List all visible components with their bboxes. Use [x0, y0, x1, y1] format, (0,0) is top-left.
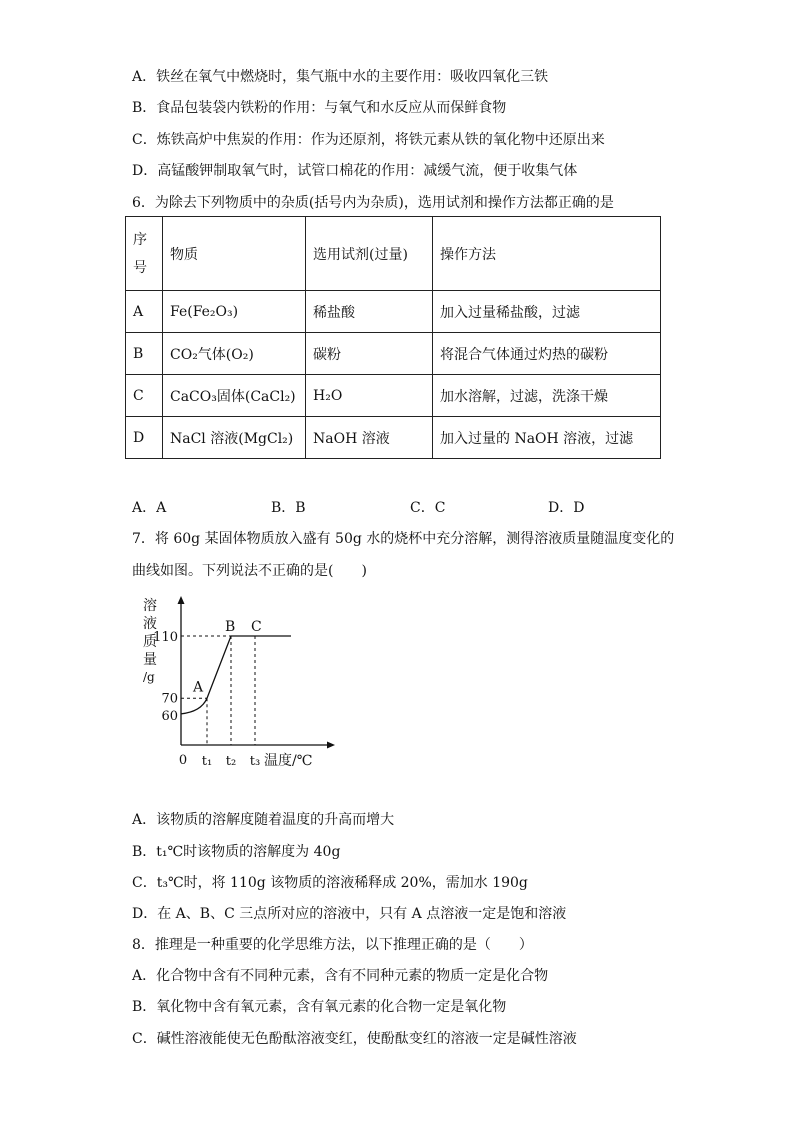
q6-option-a: A．A [132, 500, 167, 516]
q7-stem-line1: 7．将 60g 某固体物质放入盛有 50g 水的烧杯中充分溶解，测得溶液质量随温度变化的 [132, 531, 675, 547]
point-label-c: C [251, 619, 262, 635]
q5-option-c: C．炼铁高炉中焦炭的作用：作为还原剂，将铁元素从铁的氧化物中还原出来 [132, 132, 605, 148]
q7-option-b: B．t₁℃时该物质的溶解度为 40g [132, 844, 341, 860]
ylabel-char: /g [143, 670, 155, 684]
solution-mass-curve [181, 636, 291, 714]
q5-option-d: D．高锰酸钾制取氧气时，试管口棉花的作用：减缓气流，便于收集气体 [132, 163, 578, 179]
origin-label: 0 [178, 753, 188, 768]
q6-stem: 6．为除去下列物质中的杂质(括号内为杂质)，选用试剂和操作方法都正确的是 [132, 195, 614, 211]
table-row [126, 417, 661, 459]
point-label-b: B [225, 619, 236, 635]
x-axis-arrow [327, 742, 335, 749]
table-header-row [126, 217, 661, 291]
q8-option-c: C．碱性溶液能使无色酚酞溶液变红，使酚酞变红的溶液一定是碱性溶液 [132, 1031, 577, 1047]
xtick-label: t₃ [249, 754, 261, 769]
row-id: B [126, 333, 163, 375]
q6-option-b: B．B [271, 500, 306, 516]
q7-stem-line2: 曲线如图。下列说法不正确的是( ) [132, 563, 367, 579]
q8-stem: 8．推理是一种重要的化学思维方法，以下推理正确的是（ ） [132, 937, 533, 953]
q5-option-a: A．铁丝在氧气中燃烧时，集气瓶中水的主要作用：吸收四氧化三铁 [132, 69, 549, 85]
header-index [126, 217, 163, 291]
q5-option-b: B．食品包装袋内铁粉的作用：与氧气和水反应从而保鲜食物 [132, 100, 507, 116]
table-row [126, 375, 661, 417]
row-reagent: NaOH 溶液 [306, 417, 433, 459]
q6-table [125, 216, 661, 459]
ytick-label: 70 [161, 691, 178, 707]
ytick-label: 60 [161, 708, 178, 724]
xtick-label: t₂ [225, 754, 237, 769]
table-row [126, 333, 661, 375]
header-substance: 物质 [163, 217, 306, 291]
row-substance: NaCl 溶液(MgCl₂) [163, 417, 306, 459]
point-label-a: A [193, 679, 204, 696]
q7-option-d: D．在 A、B、C 三点所对应的溶液中，只有 A 点溶液一定是饱和溶液 [132, 906, 567, 922]
y-axis-arrow [178, 596, 185, 604]
ylabel-char: 液 [143, 616, 157, 632]
ytick-label: 110 [153, 630, 178, 645]
row-reagent: 碳粉 [306, 333, 433, 375]
q8-option-b: B．氧化物中含有氧元素，含有氧元素的化合物一定是氧化物 [132, 999, 507, 1015]
row-method: 加入过量稀盐酸，过滤 [433, 291, 661, 333]
q8-option-a: A．化合物中含有不同种元素，含有不同种元素的物质一定是化合物 [132, 968, 549, 984]
row-id: A [126, 291, 163, 333]
row-method: 将混合气体通过灼热的碳粉 [433, 333, 661, 375]
q7-option-a: A．该物质的溶解度随着温度的升高而增大 [132, 812, 395, 828]
header-reagent: 选用试剂(过量) [306, 217, 433, 291]
ylabel-char: 溶 [143, 598, 157, 614]
row-substance: CaCO₃固体(CaCl₂) [163, 375, 306, 417]
ylabel-char: 量 [143, 652, 157, 668]
row-reagent: H₂O [306, 375, 433, 417]
row-reagent: 稀盐酸 [306, 291, 433, 333]
row-id: D [126, 417, 163, 459]
xtick-label: t₁ [201, 754, 213, 769]
xaxis-label: 温度/℃ [264, 753, 313, 769]
row-id: C [126, 375, 163, 417]
ylabel-char: 质 [143, 634, 157, 650]
header-method: 操作方法 [433, 217, 661, 291]
row-substance: Fe(Fe₂O₃) [163, 291, 306, 333]
solution-mass-chart [125, 590, 355, 775]
q6-option-c: C．C [410, 500, 446, 516]
q6-option-d: D．D [548, 500, 585, 516]
q7-option-c: C．t₃℃时，将 110g 该物质的溶液稀释成 20%，需加水 190g [132, 875, 528, 891]
table-row [126, 291, 661, 333]
header-index-text: 序号 [133, 231, 147, 276]
row-method: 加水溶解，过滤，洗涤干燥 [433, 375, 661, 417]
row-method: 加入过量的 NaOH 溶液，过滤 [433, 417, 661, 459]
row-substance: CO₂气体(O₂) [163, 333, 306, 375]
